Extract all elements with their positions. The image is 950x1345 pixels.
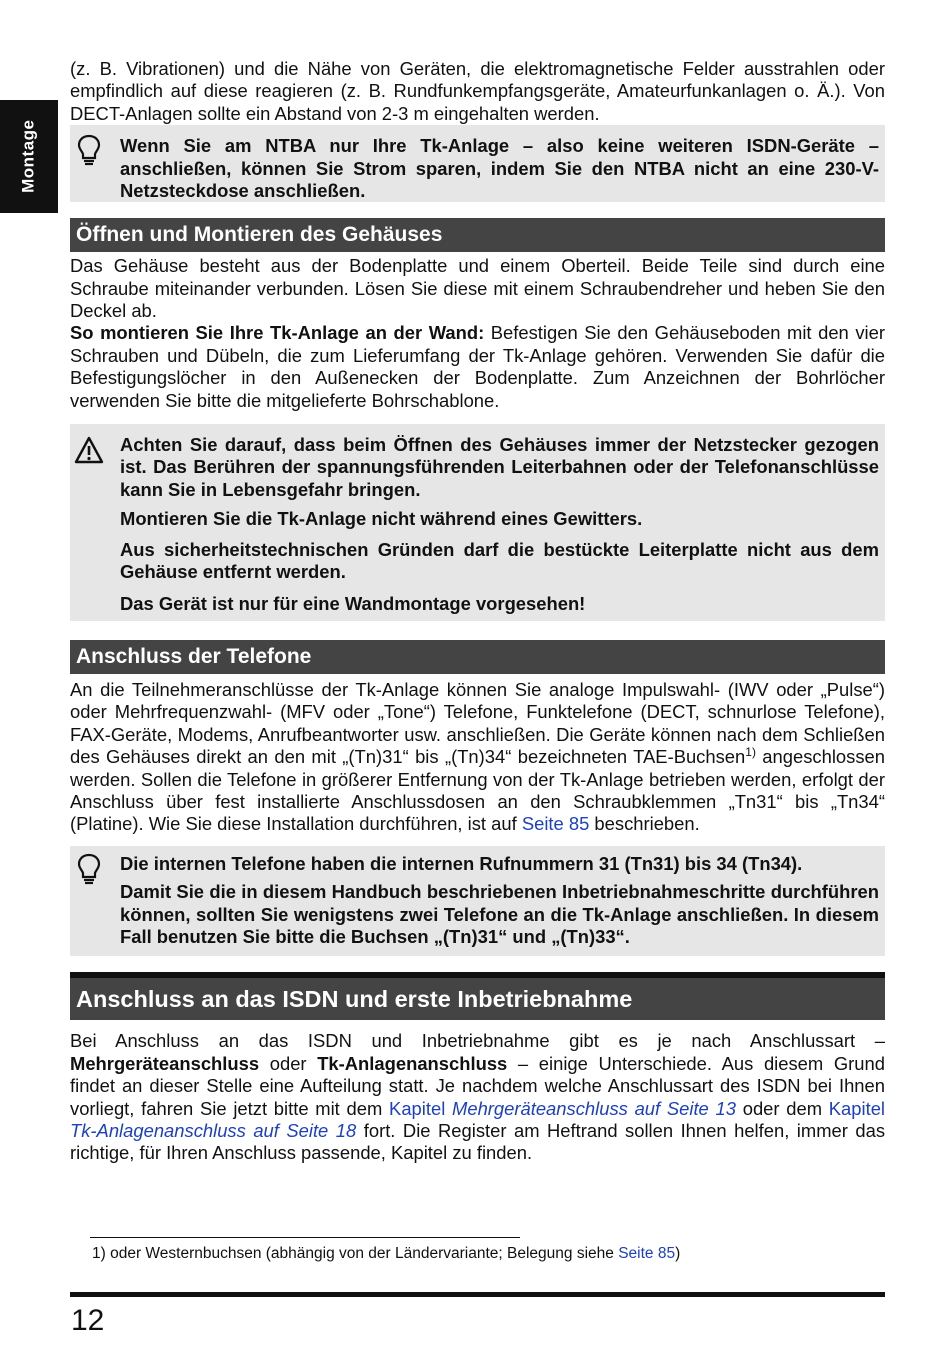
telefone-text-b: angeschlossen werden. Sollen die Telefone in größerer Entfernung von der Tk-Anlage betrieben werden, erfolgt der Anschluss über fest installierte Anschlussdosen an den Schraubklemmen „Tn31“ bis „Tn34“ (Platine). Wie Sie diese Installation durchführen, ist auf: [70, 746, 885, 835]
isdn-text-e: – einige Unterschiede. Aus diesem Grund findet an dieser Stelle eine Aufteilung statt. Je nachdem welche Anschlussart des ISDN bei Ihnen vorliegt, fahren Sie jetzt bitte mit dem: [70, 1052, 885, 1119]
section-heading-gehaeuse: Öffnen und Montieren des Gehäuses: [70, 218, 885, 252]
link2-prefix: Kapitel: [828, 1097, 886, 1119]
footnote: [92, 1244, 680, 1264]
tip-box-telefone: [70, 846, 885, 957]
wall-mount-lead: So montieren Sie Ihre Tk-Anlage an der Wand:: [70, 322, 485, 344]
isdn-text-g: fort. Die Register am Heftrand sollen Ihnen helfen, immer das richtige, für Ihren Anschluss passende, Kapitel zu finden.: [70, 1120, 886, 1164]
link-mehrgeraeteanschluss[interactable]: [389, 1098, 736, 1119]
chapter-tab[interactable]: [0, 100, 58, 213]
footnote-text: 1) oder Westernbuchsen (abhängig von der Ländervariante; Belegung siehe: [92, 1245, 619, 1262]
link2-title: Tk-Anlagenanschluss auf Seite 18: [70, 1120, 357, 1141]
warning-text-1: Achten Sie darauf, dass beim Öffnen des Gehäuses immer der Netzstecker gezogen ist. Das Berühren der spannungsführenden Leiterbahnen oder der Telefonanschlüsse kann Sie in Lebensgefahr bringen.: [120, 434, 879, 500]
tip-text-e: an die Tk-Anlage anschließen. In diesem Fall benutzen Sie bitte die Buchsen „(Tn)31“ und „(Tn)33“.: [120, 903, 880, 947]
link1-prefix: Kapitel: [389, 1097, 453, 1119]
warning-text-4: Das Gerät ist nur für eine Wandmontage vorgesehen!: [120, 592, 586, 614]
gehaeuse-paragraph-1: Das Gehäuse besteht aus der Bodenplatte und einem Oberteil. Beide Teile sind durch eine Schraube miteinander verbunden. Lösen Sie diese mit einem Schraubendreher und heben Sie den Deckel ab.: [70, 255, 885, 322]
warning-icon: [74, 434, 104, 468]
warning-text-2: Montieren Sie die Tk-Anlage nicht während eines Gewitters.: [120, 508, 643, 530]
tip-text-b: Inbetriebnahmeschritte: [562, 881, 766, 903]
tip-text-d: zwei Telefone: [399, 903, 519, 925]
page-number: 12: [71, 1304, 105, 1337]
tip-text-c: durchführen können, sollten Sie wenigstens: [120, 881, 879, 925]
isdn-text-f: oder dem: [735, 1097, 829, 1119]
footnote-marker: 1): [745, 745, 756, 759]
warning-box: [70, 424, 885, 621]
footnote-divider: [90, 1237, 520, 1238]
page-bottom-rule: [70, 1292, 885, 1297]
tip-text-ntba: Wenn Sie am NTBA nur Ihre Tk-Anlage – also keine weiteren ISDN-Geräte – anschließen, können Sie Strom sparen, indem Sie den NTBA nicht an eine 230-V-Netzsteckdose anschließen.: [120, 135, 879, 202]
telefone-text-a: An die Teilnehmeranschlüsse der Tk-Anlage können Sie analoge Impulswahl- (IWV oder „Pulse“) oder Mehrfrequenzwahl- (MFV oder „Tone“) Telefone, Funktelefone (DECT, schnurlose Telefone), FAX-Geräte, Modems, Anrufbeantworter usw. anschließen. Die Geräte können nach dem Schließen des Gehäuses direkt an den mit „(Tn)31“ bis „(Tn)34“ bezeichneten TAE-Buchsen: [70, 678, 885, 768]
link1-title: Mehrgeräteanschluss auf Seite 13: [452, 1097, 736, 1119]
chapter-tab-label: Montage: [18, 119, 38, 194]
lightbulb-icon: [74, 852, 104, 886]
page-content: [70, 58, 885, 1165]
isdn-text-a: Bei Anschluss an das ISDN und Inbetriebnahme gibt es je nach Anschlussart –: [70, 1030, 885, 1052]
warning-text-3: Aus sicherheitstechnischen Gründen darf die bestückte Leiterplatte nicht aus dem Gehäuse entfernt werden.: [120, 538, 879, 583]
intro-paragraph: (z. B. Vibrationen) und die Nähe von Geräten, die elektromagnetische Felder ausstrahlen oder empfindlich auf diese reagieren (z. B. Rundfunkempfangsgeräte, Amateurfunkanlagen o. Ä.). Von DECT-Anlagen sollte ein Abstand von 2-3 m eingehalten werden.: [70, 58, 885, 124]
isdn-text-d: Tk-Anlagenanschluss: [317, 1052, 508, 1074]
tip-telefone-text: [120, 881, 879, 948]
telefone-text-c: beschrieben.: [589, 813, 700, 835]
tip-telefone-bold: Die internen Telefone haben die internen Rufnummern 31 (Tn31) bis 34 (Tn34).: [120, 852, 803, 874]
lightbulb-icon: [74, 133, 104, 167]
link-seite-85[interactable]: Seite 85: [521, 813, 590, 835]
wall-mount-text: Befestigen Sie den Gehäuseboden mit den vier Schrauben und Dübeln, die zum Lieferumfang der Tk-Anlage gehören. Verwenden Sie dafür die Befestigungslöcher in den Außenecken der Bodenplatte. Zum Anzeichnen der Bohrlöcher verwenden Sie bitte die mitgelieferte Bohrschablone.: [70, 322, 885, 411]
isdn-text-b: Mehrgeräteanschluss: [70, 1052, 260, 1074]
telefone-paragraph: [70, 679, 885, 836]
gehaeuse-paragraph-2: [70, 322, 885, 412]
footnote-end: ): [675, 1245, 681, 1262]
isdn-text-c: oder: [259, 1052, 318, 1074]
footnote-link-seite-85[interactable]: Seite 85: [618, 1245, 676, 1262]
isdn-paragraph: [70, 1030, 885, 1164]
section-heading-isdn: Anschluss an das ISDN und erste Inbetriebnahme: [70, 972, 885, 1020]
tip-box-ntba: [70, 125, 885, 202]
section-heading-telefone: Anschluss der Telefone: [70, 640, 885, 674]
tip-text-a: Damit Sie die in diesem Handbuch beschriebenen: [120, 881, 562, 903]
